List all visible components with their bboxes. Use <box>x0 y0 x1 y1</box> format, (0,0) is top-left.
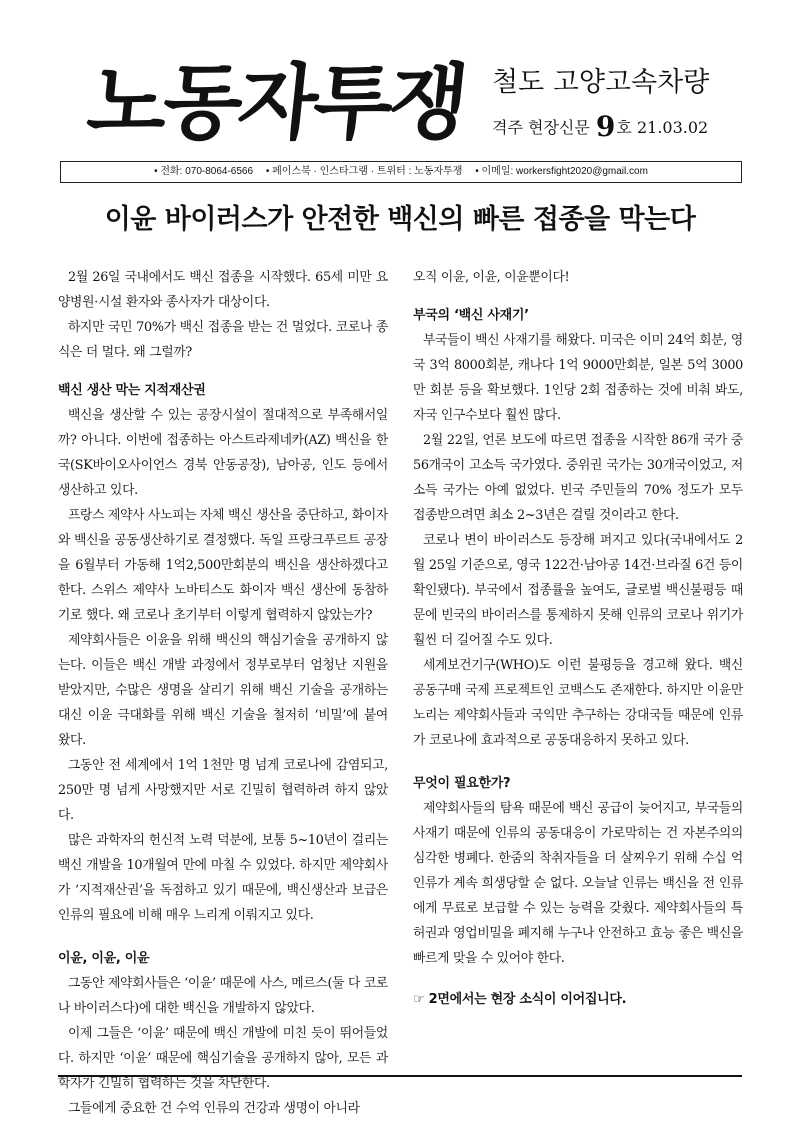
section-heading: 백신 생산 막는 지적재산권 <box>58 383 206 398</box>
right-column <box>413 265 743 1012</box>
edition-title: 철도 고양고속차량 <box>492 67 710 98</box>
issue-number: 9 <box>595 110 616 143</box>
paragraph: 이제 그들은 ‘이윤’ 때문에 백신 개발에 미친 듯이 뛰어들었다. 하지만 ‘이윤’ 때문에 핵심기술을 공개하지 않아, 모든 과학자가 긴밀히 협력하는 것을 차단한다. <box>58 1026 388 1091</box>
issue-suffix: 호 <box>616 118 632 137</box>
issue-date: 21.03.02 <box>636 118 709 137</box>
paragraph: 프랑스 제약사 사노피는 자체 백신 생산을 중단하고, 화이자와 백신을 공동생산하기로 결정했다. 독일 프랑크푸르트 공장을 6월부터 가동해 1억2,500만회분의 백신을 생산하겠다고 한다. 스위스 제약사 노바티스도 화이자 백신 생산에 동참하기로 했다. 왜 코로나 초기부터 이렇게 협력하지 않았는가? <box>58 508 388 623</box>
paragraph: 많은 과학자의 헌신적 노력 덕분에, 보통 5~10년이 걸리는 백신 개발을 10개월여 만에 마칠 수 있었다. 하지만 제약회사가 ‘지적재산권’을 독점하고 있기 때문에, 백신생산과 보급은 인류의 필요에 비해 매우 느리게 이뤄지고 있다. <box>58 833 388 923</box>
left-column <box>58 265 388 1121</box>
headline: 이윤 바이러스가 안전한 백신의 빠른 접종을 막는다 <box>104 204 696 235</box>
contact-phone: • 전화: 070-8064-6566 <box>154 166 254 177</box>
section-heading: 무엇이 필요한가? <box>413 776 511 791</box>
footer-divider <box>58 1075 742 1077</box>
contact-social: • 페이스북 · 인스타그램 · 트위터 : 노동자투쟁 <box>265 166 463 177</box>
paragraph: 2월 26일 국내에서도 백신 접종을 시작했다. 65세 미만 요양병원·시설 환자와 종사자가 대상이다. <box>58 270 388 310</box>
section-heading: 이윤, 이윤, 이윤 <box>58 951 150 966</box>
paragraph: 코로나 변이 바이러스도 등장해 퍼지고 있다(국내에서도 2월 25일 기준으로, 영국 122건·남아공 14건·브라질 6건 등이 확인됐다). 부국에서 접종률을 높여도, 글로벌 백신불평등 때문에 빈국의 바이러스를 통제하지 못해 인류의 코로나 위기가 훨씬 더 길어질 수도 있다. <box>413 533 743 648</box>
contact-bar <box>60 161 742 183</box>
section-heading: 부국의 ‘백신 사재기’ <box>413 308 529 323</box>
frequency-label: 격주 현장신문 <box>492 118 590 137</box>
paragraph: 그들에게 중요한 건 수억 인류의 건강과 생명이 아니라 <box>68 1101 360 1116</box>
paragraph: 그동안 전 세계에서 1억 1천만 명 넘게 코로나에 감염되고, 250만 명 넘게 사망했지만 서로 긴밀히 협력하려 하지 않았다. <box>58 758 388 823</box>
masthead-logo: 노동자투쟁 <box>83 56 470 151</box>
paragraph: 부국들이 백신 사재기를 해왔다. 미국은 이미 24억 회분, 영국 3억 8000회분, 캐나다 1억 9000만회분, 일본 5억 3000만 회분 등을 확보했다. 1인당 2회 접종하는 것에 비춰 봐도, 자국 인구수보다 훨씬 많다. <box>413 333 743 423</box>
paragraph: 오직 이윤, 이윤, 이윤뿐이다! <box>413 270 570 285</box>
paragraph: 백신을 생산할 수 있는 공장시설이 절대적으로 부족해서일까? 아니다. 이번에 접종하는 아스트라제네카(AZ) 백신을 한국(SK바이오사이언스 경북 안동공장), 남아공, 인도 등에서 생산하고 있다. <box>58 408 388 498</box>
paragraph: 하지만 국민 70%가 백신 접종을 받는 건 멀었다. 코로나 종식은 더 멀다. 왜 그럴까? <box>58 320 388 360</box>
paragraph: 2월 22일, 언론 보도에 따르면 접종을 시작한 86개 국가 중 56개국이 고소득 국가였다. 중위권 국가는 30개국이었고, 저소득 국가는 아예 없었다. 빈국 주민들의 70% 정도가 모두 접종받으려면 최소 2~3년은 걸릴 것이라고 한다. <box>413 433 743 523</box>
paragraph: 제약회사들은 이윤을 위해 백신의 핵심기술을 공개하지 않는다. 이들은 백신 개발 과정에서 정부로부터 엄청난 지원을 받았지만, 수많은 생명을 살리기 위해 백신 기술을 공개하는 대신 이윤 극대화를 위해 백신 기술을 철저히 ‘비밀’에 붙여 왔다. <box>58 633 388 748</box>
paragraph: 제약회사들의 탐욕 때문에 백신 공급이 늦어지고, 부국들의 사재기 때문에 인류의 공동대응이 가로막히는 건 자본주의의 심각한 병폐다. 한줌의 착취자들을 더 살찌우기 위해 수십 억 인류가 계속 희생당할 순 없다. 오늘날 인류는 백신을 전 인류에게 무료로 보급할 수 있는 능력을 갖췄다. 제약회사들의 특허권과 영업비밀을 폐지해 누구나 안전하고 효능 좋은 백신을 빠르게 맞을 수 있어야 한다. <box>413 801 743 966</box>
paragraph: 그동안 제약회사들은 ‘이윤’ 때문에 사스, 메르스(둘 다 코로나 바이러스다)에 대한 백신을 개발하지 않았다. <box>58 976 388 1016</box>
paragraph: 세계보건기구(WHO)도 이런 불평등을 경고해 왔다. 백신 공동구매 국제 프로젝트인 코백스도 존재한다. 하지만 이윤만 노리는 제약회사들과 국익만 추구하는 강대국들 때문에 인류가 코로나에 효과적으로 공동대응하지 못하고 있다. <box>413 658 743 748</box>
continued-note: ☞ 2면에서는 현장 소식이 이어집니다. <box>413 992 627 1007</box>
issue-info <box>492 112 782 143</box>
contact-email: • 이메일: workersfight2020@gmail.com <box>475 166 648 177</box>
